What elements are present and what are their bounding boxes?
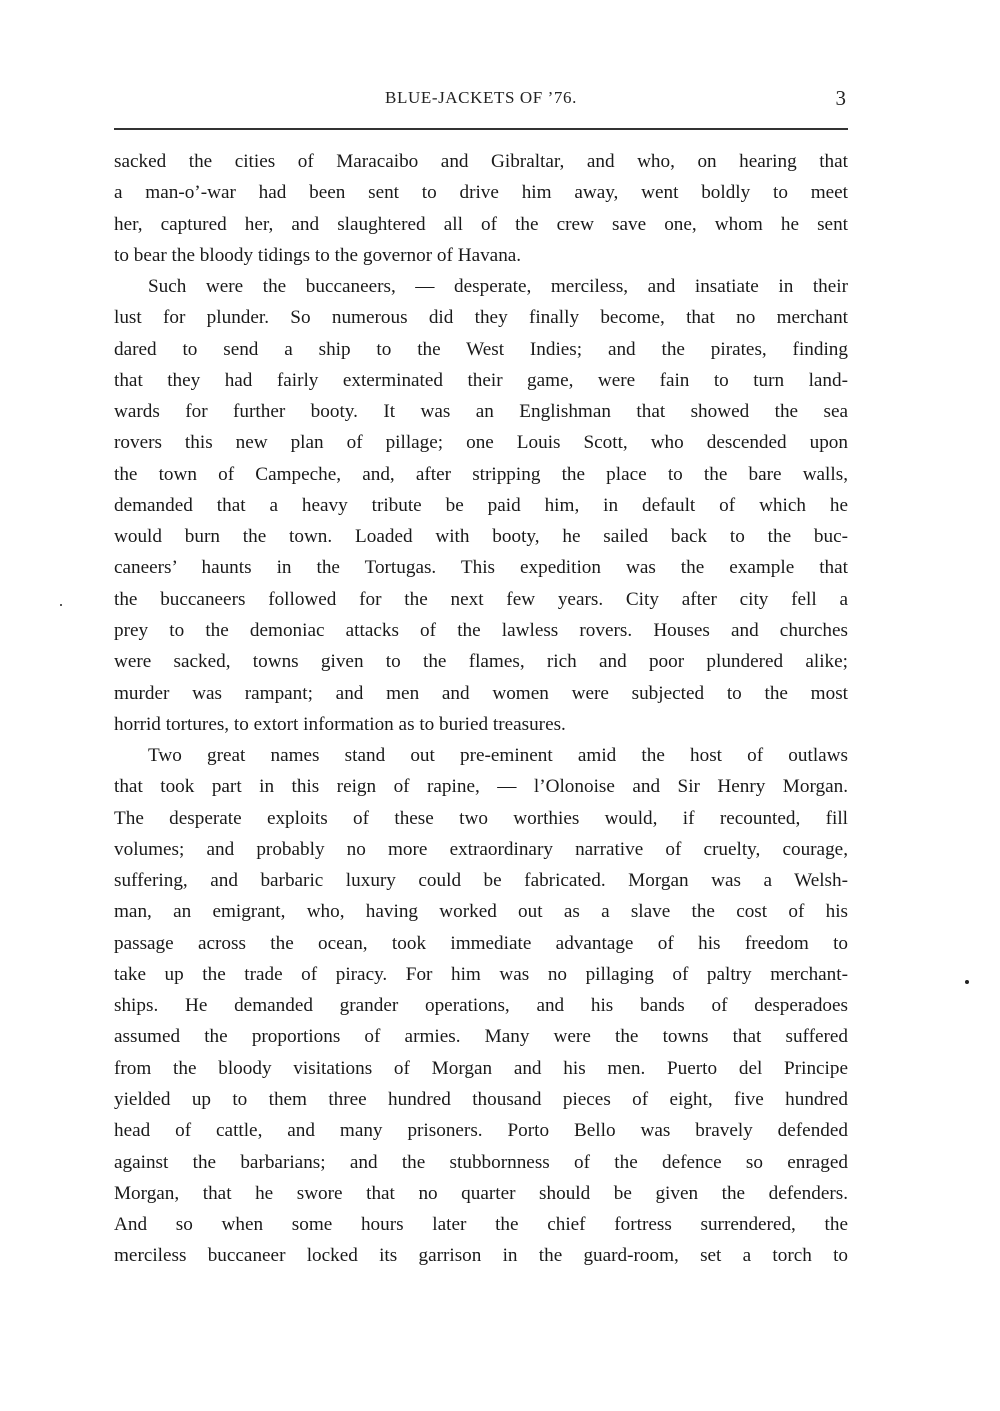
text-line: rovers this new plan of pillage; one Louis Scott, who descended upon [114,432,848,454]
text-line: man, an emigrant, who, having worked out as a slave the cost of his [114,901,848,923]
text-line: passage across the ocean, took immediate advantage of his freedom to [114,932,848,954]
header-rule [114,128,848,130]
text-line: volumes; and probably no more extraordinary narrative of cruelty, courage, [114,838,848,860]
text-line: would burn the town. Loaded with booty, he sailed back to the buc- [114,526,848,548]
text-line: merciless buccaneer locked its garrison in the guard-room, set a torch to [114,1245,848,1267]
paragraph-end-line: to bear the bloody tidings to the governor of Havana. [114,244,522,266]
paragraph-end-line: horrid tortures, to extort information as to buried treasures. [114,713,566,735]
scan-speck [965,980,969,984]
text-line: a man-o’-war had been sent to drive him away, went boldly to meet [114,182,848,204]
text-line: prey to the demoniac attacks of the lawless rovers. Houses and churches [114,619,848,641]
text-line: And so when some hours later the chief fortress surrendered, the [114,1214,848,1236]
page-number: 3 [835,86,846,110]
text-line: yielded up to them three hundred thousand pieces of eight, five hundred [114,1088,848,1110]
text-line: were sacked, towns given to the flames, rich and poor plundered alike; [114,651,848,673]
text-line: take up the trade of piracy. For him was no pillaging of paltry merchant- [114,963,848,985]
text-line: caneers’ haunts in the Tortugas. This expedition was the example that [114,557,848,579]
text-line: assumed the proportions of armies. Many were the towns that suffered [114,1026,848,1048]
text-line: that took part in this reign of rapine, — l’Olonoise and Sir Henry Morgan. [114,776,848,798]
text-line: demanded that a heavy tribute be paid him, in default of which he [114,494,848,516]
text-line: Morgan, that he swore that no quarter should be given the defenders. [114,1182,848,1204]
text-line: the town of Campeche, and, after stripping the place to the bare walls, [114,463,848,485]
text-line: wards for further booty. It was an Englishman that showed the sea [114,401,848,423]
running-head [114,88,848,118]
paragraph-start-line: Such were the buccaneers, — desperate, merciless, and insatiate in their [148,276,848,298]
text-line: suffering, and barbaric luxury could be fabricated. Morgan was a Welsh- [114,870,848,892]
scan-speck [60,604,62,606]
text-line: ships. He demanded grander operations, and his bands of desperadoes [114,995,848,1017]
paragraph-start-line: Two great names stand out pre-eminent amid the host of outlaws [148,745,848,767]
text-line: the buccaneers followed for the next few years. City after city fell a [114,588,848,610]
body-text [114,146,848,1272]
text-line: dared to send a ship to the West Indies; and the pirates, finding [114,338,848,360]
text-line: The desperate exploits of these two worthies would, if recounted, fill [114,807,848,829]
text-line: lust for plunder. So numerous did they finally become, that no merchant [114,307,848,329]
text-line: murder was rampant; and men and women were subjected to the most [114,682,848,704]
text-line: head of cattle, and many prisoners. Porto Bello was bravely defended [114,1120,848,1142]
text-line: that they had fairly exterminated their game, were fain to turn land- [114,369,848,391]
text-line: sacked the cities of Maracaibo and Gibraltar, and who, on hearing that [114,151,848,172]
running-title: BLUE-JACKETS OF ’76. [385,88,577,107]
text-line: her, captured her, and slaughtered all of the crew save one, whom he sent [114,213,848,235]
text-line: against the barbarians; and the stubbornness of the defence so enraged [114,1151,848,1173]
text-line: from the bloody visitations of Morgan and his men. Puerto del Principe [114,1057,848,1079]
